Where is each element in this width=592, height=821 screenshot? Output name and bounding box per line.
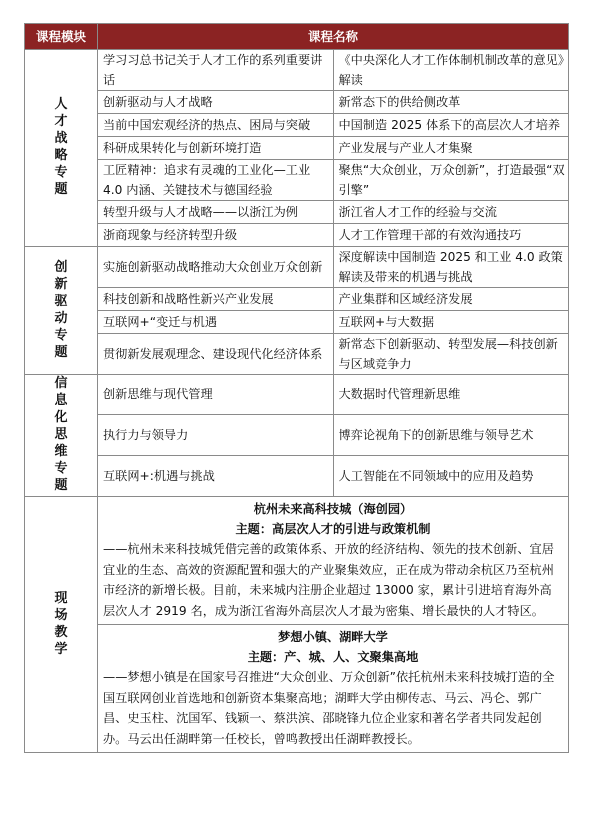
- module-label: 创新驱动专题: [54, 259, 68, 360]
- course-cell: 工匠精神：追求有灵魂的工业化—工业 4.0 内涵、关键技术与德国经验: [98, 160, 334, 201]
- course-cell: 创新驱动与人才战略: [98, 91, 334, 114]
- table-row: [25, 201, 569, 224]
- module-label: 现场教学: [54, 590, 68, 657]
- course-cell: 转型升级与人才战略——以浙江为例: [98, 201, 334, 224]
- table-row: [25, 137, 569, 160]
- course-cell: 产业发展与产业人才集聚: [333, 137, 569, 160]
- course-cell: 产业集群和区域经济发展: [333, 288, 569, 311]
- module-label: 人才战略专题: [54, 97, 68, 197]
- site-block: [98, 624, 568, 752]
- course-cell: 博弈论视角下的创新思维与领导艺术: [333, 414, 569, 455]
- module-cell-field: [25, 497, 98, 753]
- course-cell: 贯彻新发展观理念、建设现代化经济体系: [98, 334, 334, 375]
- table-row: [25, 497, 569, 753]
- course-cell: 互联网+与大数据: [333, 311, 569, 334]
- header-module: 课程模块: [25, 24, 98, 50]
- site-description: ——杭州未来科技城凭借完善的政策体系、开放的经济结构、领先的技术创新、宜居宜业的生态、高效的资源配置和强大的产业聚集效应，正在成为带动余杭区乃至杭州市经济的新增长极。目前，未来城内注册企业超过 13000 家，累计引进培育海外高层次人才 2919 名，成为浙江省海外高层次人才最为密集、增长最快的人才特区。: [103, 542, 554, 618]
- course-cell: 学习习总书记关于人才工作的系列重要讲话: [98, 50, 334, 91]
- header-course: 课程名称: [98, 24, 569, 50]
- course-cell: 深度解读中国制造 2025 和工业 4.0 政策解读及带来的机遇与挑战: [333, 247, 569, 288]
- site-title: 杭州未来高科技城（海创园）: [253, 502, 413, 516]
- table-row: [25, 311, 569, 334]
- course-cell: 科技创新和战略性新兴产业发展: [98, 288, 334, 311]
- course-cell: 浙商现象与经济转型升级: [98, 224, 334, 247]
- table-row: [25, 334, 569, 375]
- site-description: ——梦想小镇是在国家号召推进“大众创业、万众创新”依托杭州未来科技城打造的全国互联网创业首选地和创新资本集聚高地；湖畔大学由柳传志、马云、冯仑、郭广昌、史玉柱、沈国军、钱颖一、蔡洪滨、邵晓锋九位企业家和著名学者共同发起创办。马云出任湖畔第一任校长，曾鸣教授出任湖畔教授长。: [103, 670, 555, 746]
- course-cell: 新常态下创新驱动、转型发展—科技创新与区域竞争力: [333, 334, 569, 375]
- course-cell: 实施创新驱动战略推动大众创业万众创新: [98, 247, 334, 288]
- course-cell: 创新思维与现代管理: [98, 375, 334, 415]
- site-subtitle: 主题：高层次人才的引进与政策机制: [235, 522, 431, 536]
- table-row: [25, 50, 569, 91]
- course-cell: 新常态下的供给侧改革: [333, 91, 569, 114]
- table-row: [25, 91, 569, 114]
- course-cell: 科研成果转化与创新环境打造: [98, 137, 334, 160]
- course-cell: 执行力与领导力: [98, 414, 334, 455]
- table-row: [25, 375, 569, 415]
- course-cell: 人才工作管理干部的有效沟通技巧: [333, 224, 569, 247]
- header-row: [25, 24, 569, 50]
- table-row: [25, 455, 569, 496]
- site-subtitle: 主题：产、城、人、文聚集高地: [247, 650, 419, 664]
- table-row: [25, 224, 569, 247]
- module-label: 信息化思维专题: [54, 376, 68, 493]
- course-cell: 互联网+:机遇与挑战: [98, 455, 334, 496]
- site-block: [98, 497, 568, 624]
- course-cell: 人工智能在不同领域中的应用及趋势: [333, 455, 569, 496]
- course-cell: 大数据时代管理新思维: [333, 375, 569, 415]
- course-cell: 当前中国宏观经济的热点、困局与突破: [98, 114, 334, 137]
- module-cell-talent: [25, 50, 98, 247]
- course-cell: 浙江省人才工作的经验与交流: [333, 201, 569, 224]
- course-cell: 聚焦“大众创业，万众创新”，打造最强“双引擎”: [333, 160, 569, 201]
- course-cell: 《中央深化人才工作体制机制改革的意见》解读: [333, 50, 569, 91]
- table-row: [25, 160, 569, 201]
- table-row: [25, 414, 569, 455]
- field-teaching-cell: [98, 497, 569, 753]
- module-cell-info: [25, 375, 98, 497]
- course-cell: 中国制造 2025 体系下的高层次人才培养: [333, 114, 569, 137]
- site-title: 梦想小镇、湖畔大学: [278, 630, 388, 644]
- module-cell-innovation: [25, 247, 98, 375]
- table-row: [25, 114, 569, 137]
- course-table: [24, 23, 569, 753]
- course-cell: 互联网+“变迁与机遇: [98, 311, 334, 334]
- table-row: [25, 288, 569, 311]
- table-row: [25, 247, 569, 288]
